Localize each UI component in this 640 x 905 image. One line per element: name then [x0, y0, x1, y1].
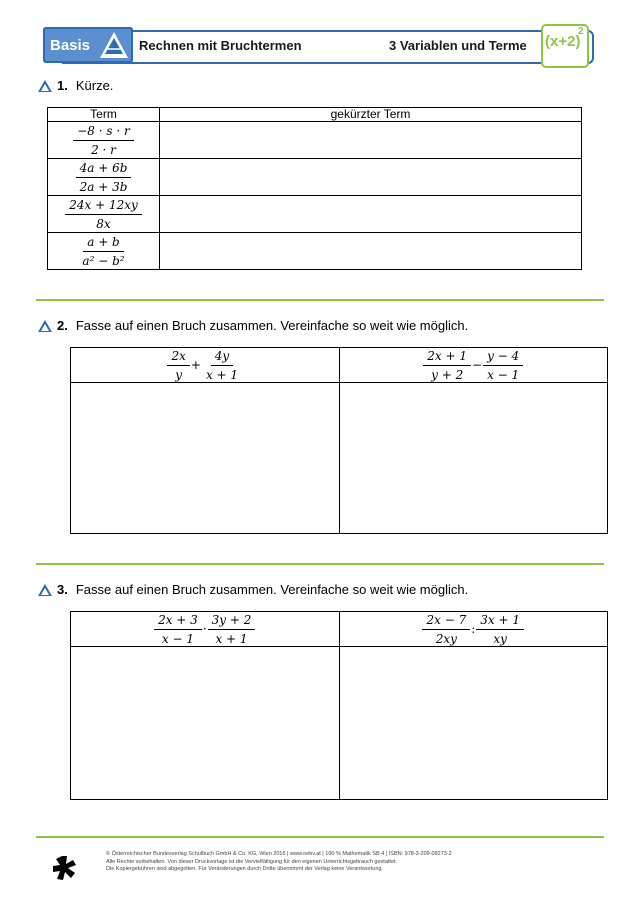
answer-cell[interactable] [160, 159, 582, 196]
page-title: Rechnen mit Bruchtermen [139, 38, 302, 53]
denominator: 2 · r [91, 143, 116, 157]
operator: : [471, 622, 476, 636]
answer-cell[interactable] [160, 233, 582, 270]
task-3-heading [37, 582, 468, 597]
copyright-line: © Österreichischer Bundesverlag Schulbuch GmbH & Co. KG, Wien 2016 | www.oebv.at | 100 % Mathematik SB 4 | ISBN: 978-3-209-08273-2 [106, 851, 452, 857]
difficulty-pyramid-icon [37, 583, 53, 597]
fraction [202, 348, 242, 382]
answer-cell[interactable] [160, 122, 582, 159]
denominator: x + 1 [205, 368, 239, 382]
task-text: Fasse auf einen Bruch zusammen. Vereinfache so weit wie möglich. [75, 582, 469, 597]
table-row [48, 122, 582, 159]
numerator: −8 · s · r [73, 123, 133, 141]
operator: + [190, 358, 201, 372]
operator: − [472, 358, 483, 372]
pyramid-icon [98, 30, 130, 60]
task-2-table [70, 347, 608, 534]
chapter-logo-text: (x+2) [545, 33, 581, 50]
numerator: 4y [211, 348, 233, 366]
basis-badge-label: Basis [50, 37, 91, 54]
shorten-table [47, 107, 582, 270]
numerator: 2x [167, 348, 189, 366]
section-divider [36, 836, 604, 838]
operator: · [202, 622, 207, 636]
answer-area[interactable] [339, 647, 608, 800]
chapter-logo-exponent: 2 [578, 26, 584, 37]
denominator: y + 2 [431, 368, 464, 382]
section-divider [36, 563, 604, 565]
task-1-heading [37, 78, 113, 93]
denominator: x − 1 [487, 368, 520, 382]
difficulty-pyramid-icon [37, 79, 53, 93]
table-row [48, 196, 582, 233]
table-row [48, 233, 582, 270]
task-number: 2. [57, 318, 68, 333]
numerator: y − 4 [483, 348, 523, 366]
difficulty-pyramid-icon [37, 319, 53, 333]
fraction [154, 612, 202, 646]
chapter-title: 3 Variablen und Terme [389, 38, 527, 53]
numerator: a + b [83, 234, 124, 252]
answer-area[interactable] [71, 383, 340, 534]
publisher-logo-icon [52, 855, 78, 881]
task-text: Fasse auf einen Bruch zusammen. Vereinfache so weit wie möglich. [75, 318, 469, 333]
denominator: x − 1 [161, 632, 194, 646]
numerator: 2x + 3 [154, 612, 202, 630]
expression [71, 612, 339, 646]
numerator: 24x + 12xy [65, 197, 142, 215]
copyright-footer [106, 851, 586, 874]
answer-area[interactable] [71, 647, 340, 800]
column-header-result: gekürzter Term [160, 108, 582, 122]
answer-area[interactable] [339, 383, 608, 534]
denominator: xy [493, 632, 507, 646]
fees-line: Die Kopiergebühren sind abgegolten. Für Veränderungen durch Dritte übernimmt der Verlag keine Verantwortung. [106, 866, 384, 872]
fraction [422, 612, 470, 646]
denominator: 2a + 3b [79, 180, 128, 194]
denominator: a² − b² [82, 254, 125, 268]
task-number: 3. [57, 582, 68, 597]
table-row [48, 159, 582, 196]
answer-cell[interactable] [160, 196, 582, 233]
denominator: y [175, 368, 183, 382]
numerator: 3x + 1 [476, 612, 524, 630]
fraction [73, 123, 133, 157]
numerator: 2x + 1 [423, 348, 471, 366]
column-header-term: Term [48, 108, 160, 122]
numerator: 4a + 6b [76, 160, 132, 178]
fraction [208, 612, 256, 646]
denominator: 8x [96, 217, 111, 231]
section-divider [36, 299, 604, 301]
fraction [483, 348, 523, 382]
expression [71, 348, 339, 382]
expression [340, 612, 608, 646]
numerator: 3y + 2 [208, 612, 256, 630]
denominator: x + 1 [215, 632, 248, 646]
fraction [476, 612, 524, 646]
task-text: Kürze. [75, 78, 114, 93]
task-3-table [70, 611, 608, 800]
task-2-heading [37, 318, 468, 333]
fraction [423, 348, 471, 382]
fraction [76, 160, 132, 194]
numerator: 2x − 7 [422, 612, 470, 630]
fraction [65, 197, 142, 231]
expression [340, 348, 608, 382]
denominator: 2xy [435, 632, 457, 646]
rights-line: Alle Rechte vorbehalten. Von dieser Druckvorlage ist die Vervielfältigung für den eigenen Unterrichtsgebrauch gestattet. [106, 858, 398, 865]
fraction [167, 348, 189, 382]
task-number: 1. [57, 78, 68, 93]
fraction [78, 234, 128, 268]
